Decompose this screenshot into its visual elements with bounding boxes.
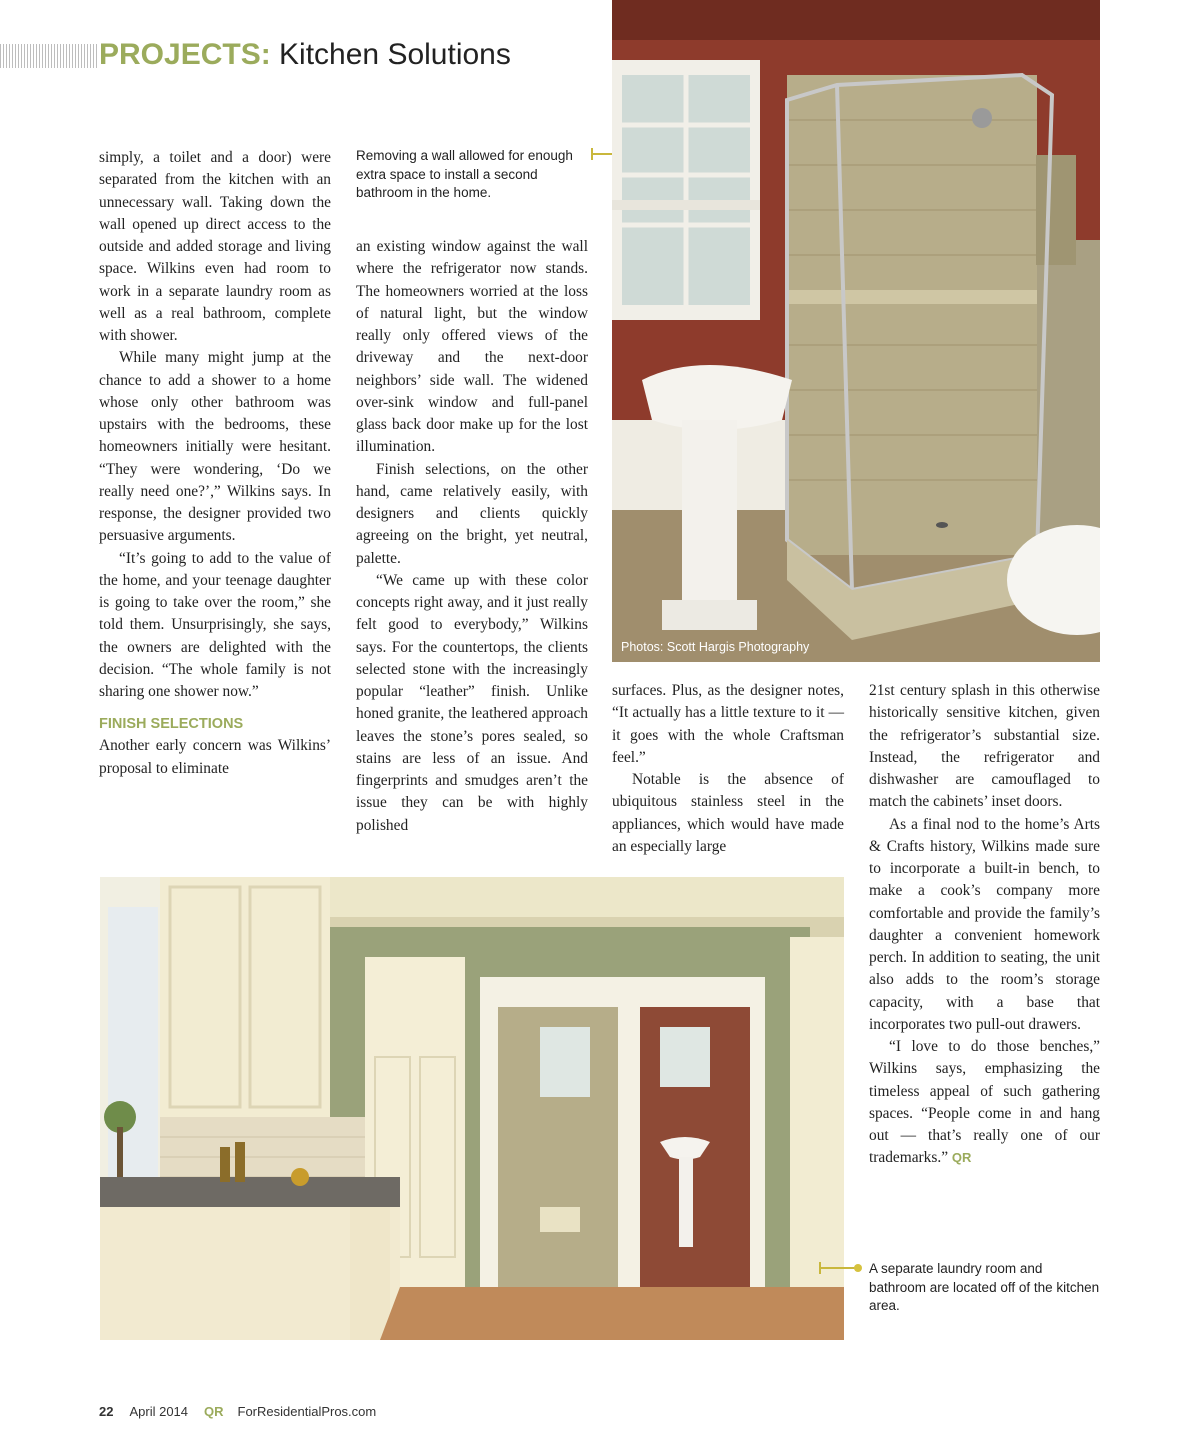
subhead-finish-selections: FINISH SELECTIONS (99, 716, 244, 733)
section-label: PROJECTS: (99, 38, 271, 71)
caption-laundry: A separate laundry room and bathroom are located off of the kitchen area. (869, 1261, 1100, 1313)
article-column-1 (99, 147, 331, 780)
page-number: 22 (99, 1404, 114, 1419)
article-column-4 (869, 680, 1100, 1170)
photo-credit: Photos: Scott Hargis Photography (621, 640, 810, 654)
article-paragraph: “It’s going to add to the value of the home, and your teenage daughter is going to take over the room,” she told them. Unsurprisingly, she says, the owners are delighted with the decision. “The whole family is not sharing one shower now.” (99, 549, 331, 700)
caption-bathroom: Removing a wall allowed for enough extra space to install a second bathroom in the home. (356, 148, 573, 200)
article-paragraph: Notable is the absence of ubiquitous stainless steel in the appliances, which would have made an especially large (612, 771, 844, 855)
article-column-3 (612, 680, 844, 858)
article-paragraph: As a final nod to the home’s Arts & Crafts history, Wilkins made sure to incorporate a built-in bench, to make a cook’s company more comfortable and provide the family’s daughter a convenient homework perch. In addition to seating, the unit also adds to the room’s storage capacity, with a base that incorporates two pull-out drawers. (869, 815, 1100, 1033)
header-hatch-rule (0, 44, 97, 68)
bathroom-illustration (612, 0, 1100, 662)
article-paragraph: Finish selections, on the other hand, came relatively easily, with designers and clients quickly agreeing on the bright, yet neutral, palette. (356, 460, 588, 567)
article-paragraph: Another early concern was Wilkins’ proposal to eliminate (99, 737, 331, 777)
article-column-2 (356, 236, 588, 837)
website-url: ForResidentialPros.com (237, 1404, 377, 1419)
page-footer (99, 1404, 376, 1419)
issue-date: April 2014 (129, 1404, 189, 1419)
kitchen-illustration (100, 877, 844, 1340)
magazine-mark: QR (204, 1404, 224, 1419)
article-paragraph: While many might jump at the chance to add a shower to a home whose only other bathroom was upstairs with the bedrooms, these homeowners initially were hesitant. “They were wondering, ‘Do we really need one?’,” Wilkins says. In response, the designer provided two persuasive arguments. (99, 349, 331, 545)
section-title: Kitchen Solutions (279, 38, 511, 71)
end-mark: QR (951, 1150, 972, 1166)
section-header (99, 38, 511, 72)
bathroom-photo (612, 0, 1100, 662)
article-paragraph: an existing window against the wall where the refrigerator now stands. The homeowners worried at the loss of natural light, but the window really only offered views of the driveway and the next-door neighbors’ side wall. The widened over-sink window and full-panel glass back door make up for the lost illumination. (356, 238, 588, 456)
article-paragraph (869, 1036, 1100, 1170)
article-paragraph: surfaces. Plus, as the designer notes, “It actually has a little texture to it — it goes with the whole Craftsman feel.” (612, 682, 844, 766)
article-paragraph: simply, a toilet and a door) were separated from the kitchen with an unnecessary wall. Taking down the wall opened up direct access to the outside and added storage and living space. Wilkins even had room to work in a separate laundry room as well as a real bathroom, complete with shower. (99, 149, 331, 344)
caption-pointer (819, 1267, 859, 1269)
article-paragraph-text: “I love to do those benches,” Wilkins says, emphasizing the timeless appeal of such gathering spaces. “People come in and hang out — that’s really one of our trademarks.” (869, 1038, 1100, 1167)
article-paragraph: 21st century splash in this otherwise historically sensitive kitchen, given the refrigerator’s substantial size. Instead, the refrigerator and dishwasher are camouflaged to match the cabinets’ inset doors. (869, 682, 1100, 811)
kitchen-photo (100, 877, 844, 1340)
article-paragraph: “We came up with these color concepts right away, and it just really felt good to everybody,” Wilkins says. For the countertops, the clients selected stone with the increasingly popular “leather” finish. Unlike honed granite, the leathered approach leaves the stone’s pores sealed, so stains are less of an issue. And fingerprints and smudges aren’t the issue they can be with highly polished (356, 571, 588, 834)
